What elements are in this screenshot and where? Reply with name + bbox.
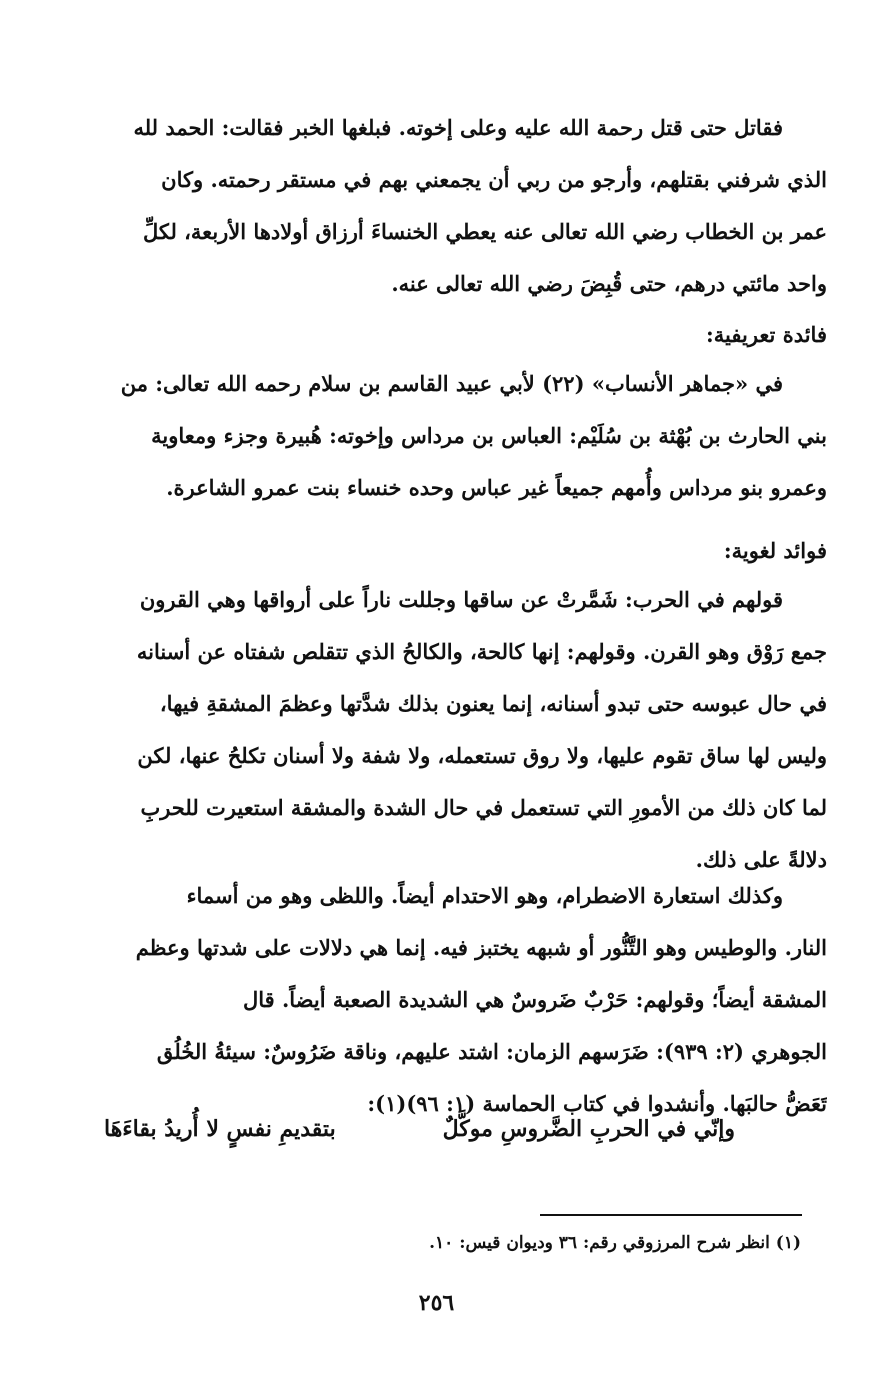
paragraph-2 <box>46 358 827 514</box>
footnote-separator <box>540 1214 802 1216</box>
paragraph-line: المشقة أيضاً؛ وقولهم: حَرْبٌ ضَروسٌ هي الشديدة الصعبة أيضاً. قال <box>242 987 827 1012</box>
paragraph-line: بني الحارث بن بُهْثة بن سُلَيْم: العباس بن مرداس وإخوته: هُبيرة وجزء ومعاوية <box>151 423 827 448</box>
verse-second-hemistich: بتقديمِ نفسٍ لا أُريدُ بقاءَهَا <box>104 1116 336 1142</box>
paragraph-line: دلالةً على ذلك. <box>695 847 827 872</box>
paragraph-1 <box>46 102 827 310</box>
paragraph-line: واحد مائتي درهم، حتى قُبِضَ رضي الله تعالى عنه. <box>391 271 827 296</box>
paragraph-line: وعمرو بنو مرداس وأُمهم جميعاً غير عباس وحده خنساء بنت عمرو الشاعرة. <box>166 475 827 500</box>
paragraph-line: لما كان ذلك من الأمورِ التي تستعمل في حال الشدة والمشقة استعيرت للحربِ <box>140 795 827 820</box>
paragraph-line: الجوهري (٢: ٩٣٩): ضَرَسهم الزمان: اشتد عليهم، وناقة ضَرُوسٌ: سيئةُ الخُلُق <box>156 1039 827 1064</box>
verse-first-hemistich: وإنّي في الحربِ الضَّروسِ موكَّلٌ <box>442 1116 735 1142</box>
paragraph-line: في «جماهر الأنساب» (٢٢) لأبي عبيد القاسم بن سلام رحمه الله تعالى: من <box>120 371 783 396</box>
footnote: (١) انظر شرح المرزوقي رقم: ٣٦ وديوان قيس: ١٠. <box>429 1233 801 1253</box>
paragraph-line: قولهم في الحرب: شَمَّرتْ عن ساقها وجللت ناراً على أرواقها وهي القرون <box>139 587 783 612</box>
page-number: ٢٥٦ <box>418 1290 455 1316</box>
paragraph-line: وليس لها ساق تقوم عليها، ولا روق تستعمله، ولا شفة ولا أسنان تكلحُ عنها، لكن <box>137 743 827 768</box>
section-heading-linguistic: فوائد لغوية: <box>723 538 827 563</box>
paragraph-line: وكذلك استعارة الاضطرام، وهو الاحتدام أيضاً. واللظى وهو من أسماء <box>186 883 783 908</box>
paragraph-line: تَعَضُّ حالبَها. وأنشدوا في كتاب الحماسة (١: ٩٦)(١): <box>367 1091 827 1116</box>
paragraph-3 <box>46 574 827 886</box>
paragraph-4 <box>46 870 827 1130</box>
paragraph-line: جمع رَوْق وهو القرن. وقولهم: إنها كالحة، والكالحُ الذي تتقلص شفتاه عن أسنانه <box>136 639 827 664</box>
paragraph-line: عمر بن الخطاب رضي الله تعالى عنه يعطي الخنساءَ أرزاق أولادها الأربعة، لكلِّ <box>142 219 827 244</box>
paragraph-line: الذي شرفني بقتلهم، وأرجو من ربي أن يجمعني بهم في مستقر رحمته. وكان <box>161 167 827 192</box>
section-heading-definitional: فائدة تعريفية: <box>706 322 827 347</box>
paragraph-line: فقاتل حتى قتل رحمة الله عليه وعلى إخوته. فبلغها الخبر فقالت: الحمد لله <box>133 115 783 140</box>
paragraph-line: في حال عبوسه حتى تبدو أسنانه، إنما يعنون بذلك شدَّتها وعظمَ المشقةِ فيها، <box>159 691 827 716</box>
paragraph-line: النار. والوطيس وهو التَّنُّور أو شبهه يختبز فيه. إنما هي دلالات على شدتها وعظم <box>135 935 827 960</box>
